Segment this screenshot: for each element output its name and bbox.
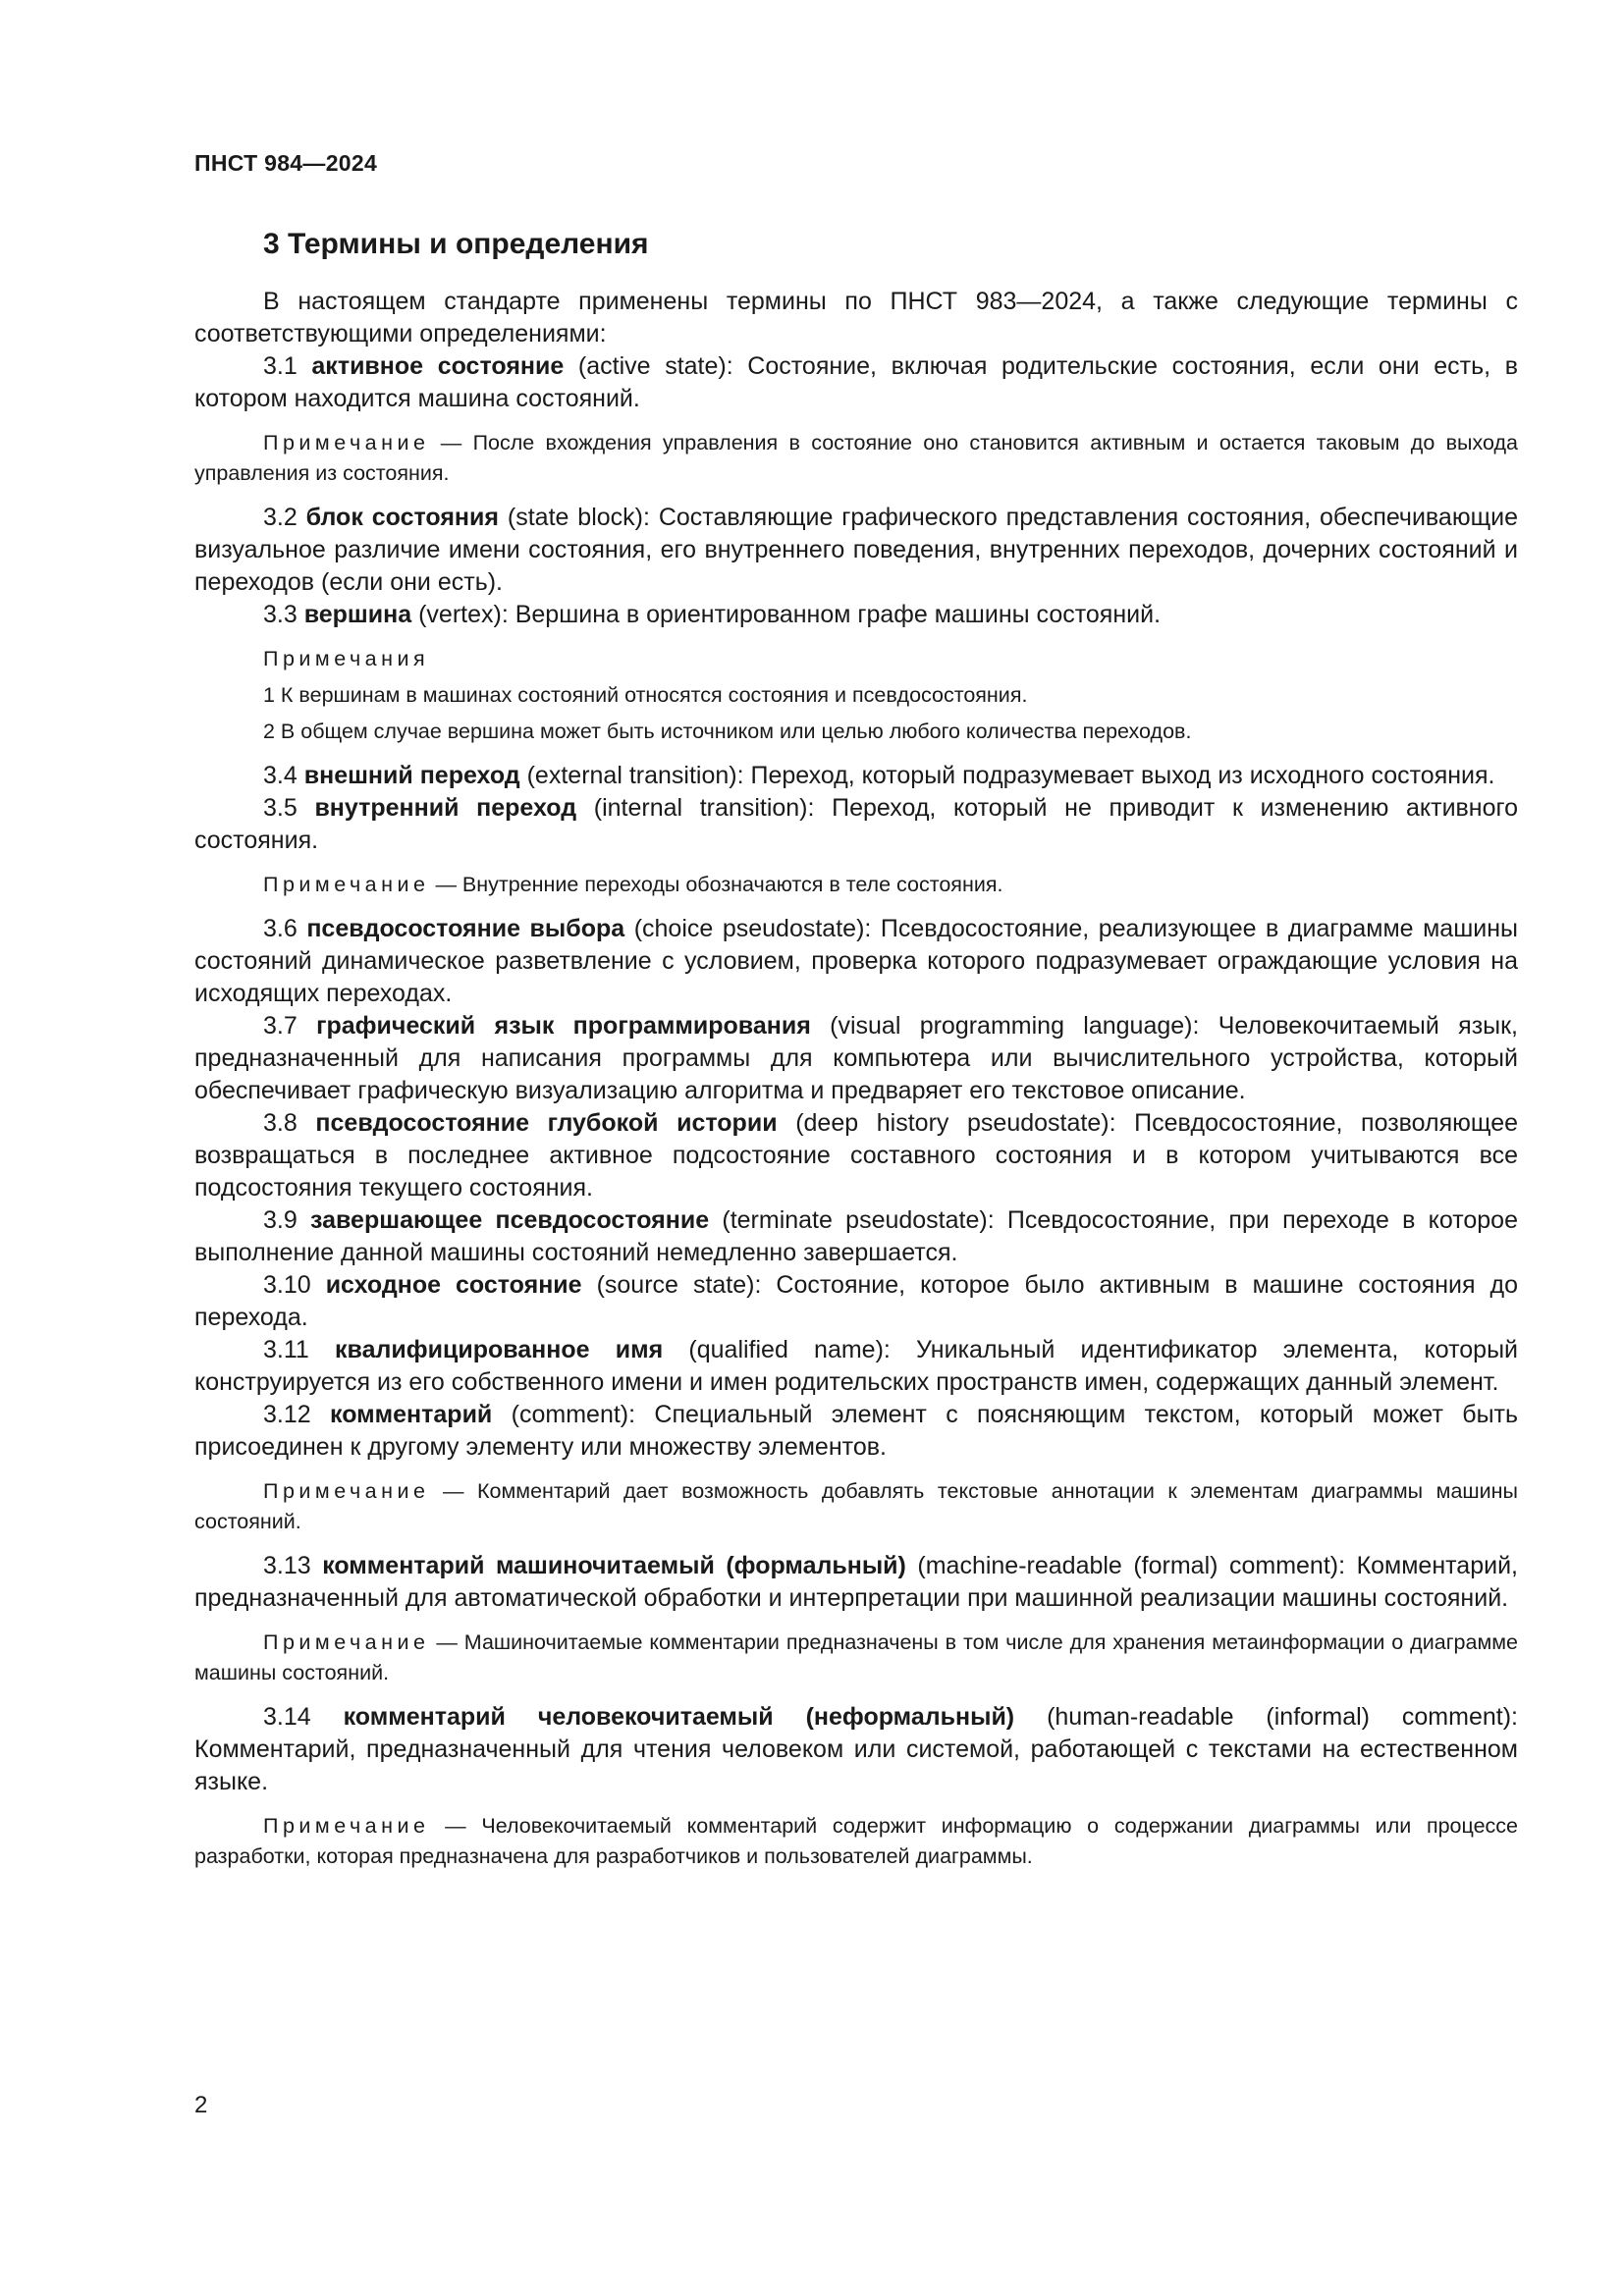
- term-number: 3.12: [263, 1401, 311, 1428]
- notes-label: Примечания: [263, 647, 430, 670]
- note-item: 1 К вершинам в машинах состояний относятся состояния и псевдосостояния.: [263, 683, 1028, 707]
- note: [194, 1476, 1518, 1537]
- term-number: 3.1: [263, 352, 298, 380]
- note: [194, 1811, 1518, 1872]
- term-name: блок состояния: [305, 504, 499, 531]
- term-name: активное состояние: [311, 352, 565, 380]
- section-title: 3 Термины и определения: [263, 228, 649, 260]
- note-text: — Комментарий дает возможность добавлять текстовые аннотации к элементам диаграммы машины состояний.: [194, 1479, 1518, 1533]
- note: [194, 1628, 1518, 1688]
- term-name: вершина: [303, 601, 412, 628]
- page-number: 2: [194, 2092, 208, 2118]
- term-name: комментарий машиночитаемый (формальный): [322, 1552, 906, 1579]
- term-entry: [194, 1399, 1518, 1464]
- term-number: 3.2: [263, 504, 298, 531]
- term-name: комментарий человекочитаемый (неформальный): [343, 1703, 1015, 1731]
- term-entry: [194, 350, 1518, 415]
- note-text: — Машиночитаемые комментарии предназначены в том числе для хранения метаинформации о диаграмме машины состояний.: [194, 1630, 1518, 1684]
- term-entry: [194, 1204, 1518, 1269]
- term-number: 3.4: [263, 762, 298, 789]
- term-definition: (human-readable (informal) comment): Комментарий, предназначенный для чтения человеком или системой, работающей с текстами на естественном языке.: [194, 1703, 1518, 1795]
- note-text: — Внутренние переходы обозначаются в теле состояния.: [435, 873, 1003, 896]
- term-number: 3.6: [263, 915, 298, 942]
- term-name: псевдосостояние глубокой истории: [315, 1109, 778, 1137]
- term-number: 3.8: [263, 1109, 298, 1137]
- term-entry: [194, 1550, 1518, 1615]
- note-text: — После вхождения управления в состояние оно становится активным и остается таковым до выхода управления из состояния.: [194, 431, 1518, 485]
- term-definition: (state block): Составляющие графического представления состояния, обеспечивающие визуальное различие имени состояния, его внутреннего поведения, внутренних переходов, дочерних состояний и переходов (если они есть).: [194, 504, 1519, 596]
- term-entry: [194, 502, 1518, 599]
- term-name: завершающее псевдосостояние: [310, 1206, 710, 1234]
- term-name: псевдосостояние выбора: [306, 915, 625, 942]
- term-name: графический язык программирования: [316, 1012, 811, 1040]
- notes-block: [194, 644, 1518, 747]
- term-entry: [194, 1334, 1518, 1399]
- note-item: 2 В общем случае вершина может быть источником или целью любого количества переходов.: [263, 720, 1192, 743]
- term-number: 3.5: [263, 794, 298, 822]
- term-entry: [194, 1701, 1518, 1798]
- term-entry: [194, 913, 1518, 1010]
- term-definition: (active state): Состояние, включая родительские состояния, если они есть, в котором находится машина состояний.: [194, 352, 1518, 412]
- term-number: 3.13: [263, 1552, 311, 1579]
- term-definition: (source state): Состояние, которое было активным в машине состояния до перехода.: [194, 1271, 1519, 1331]
- term-name: исходное состояние: [325, 1271, 582, 1299]
- term-definition: (deep history pseudostate): Псевдосостояние, позволяющее возвращаться в последнее активное подсостояние составного состояния и в котором учитываются все подсостояния текущего состояния.: [194, 1109, 1519, 1201]
- note-label: Примечание: [263, 1479, 430, 1503]
- term-definition: (choice pseudostate): Псевдосостояние, реализующее в диаграмме машины состояний динамическое разветвление с условием, проверка которого подразумевает ограждающие условия на исходящих переходах.: [194, 915, 1518, 1007]
- document-code: ПНСТ 984—2024: [194, 150, 378, 176]
- term-number: 3.11: [263, 1336, 309, 1363]
- note-label: Примечание: [263, 1630, 430, 1654]
- term-definition: (vertex): Вершина в ориентированном графе машины состояний.: [418, 601, 1162, 628]
- term-entry: [194, 599, 1518, 631]
- term-number: 3.7: [263, 1012, 298, 1040]
- term-entry: [194, 1269, 1518, 1334]
- note-text: — Человекочитаемый комментарий содержит информацию о содержании диаграммы или процессе разработки, которая предназначена для разработчиков и пользователей диаграммы.: [194, 1814, 1518, 1868]
- term-number: 3.10: [263, 1271, 311, 1299]
- term-definition: (internal transition): Переход, который не приводит к изменению активного состояния.: [194, 794, 1518, 854]
- term-definition: (external transition): Переход, который подразумевает выход из исходного состояния.: [526, 762, 1495, 789]
- term-number: 3.9: [263, 1206, 298, 1234]
- term-name: внутренний переход: [314, 794, 577, 822]
- term-entry: [194, 760, 1518, 792]
- term-definition: (machine-readable (formal) comment): Комментарий, предназначенный для автоматической обработки и интерпретации при машинной реализации машины состояний.: [194, 1552, 1518, 1612]
- intro-paragraph: В настоящем стандарте применены термины по ПНСТ 983—2024, а также следующие термины с соответствующими определениями:: [194, 288, 1518, 347]
- term-name: квалифицированное имя: [335, 1336, 664, 1363]
- term-entry: [194, 1107, 1518, 1204]
- term-definition: (visual programming language): Человекочитаемый язык, предназначенный для написания программы для компьютера или вычислительного устройства, который обеспечивает графическую визуализацию алгоритма и предваряет его текстовое описание.: [194, 1012, 1519, 1104]
- term-definition: (qualified name): Уникальный идентификатор элемента, который конструируется из его собственного имени и имен родительских пространств имен, содержащих данный элемент.: [194, 1336, 1519, 1396]
- term-number: 3.14: [263, 1703, 311, 1731]
- term-number: 3.3: [263, 601, 298, 628]
- term-definition: (terminate pseudostate): Псевдосостояние, при переходе в которое выполнение данной машины состояний немедленно завершается.: [194, 1206, 1518, 1266]
- terms-content: [194, 286, 1518, 1885]
- note-label: Примечание: [263, 873, 430, 896]
- term-entry: [194, 792, 1518, 857]
- term-name: внешний переход: [303, 762, 520, 789]
- note: [194, 870, 1518, 900]
- note-label: Примечание: [263, 1814, 430, 1838]
- term-definition: (comment): Специальный элемент с поясняющим текстом, который может быть присоединен к другому элементу или множеству элементов.: [194, 1401, 1519, 1461]
- note: [194, 428, 1518, 489]
- term-entry: [194, 1010, 1518, 1107]
- note-label: Примечание: [263, 431, 430, 454]
- term-name: комментарий: [330, 1401, 493, 1428]
